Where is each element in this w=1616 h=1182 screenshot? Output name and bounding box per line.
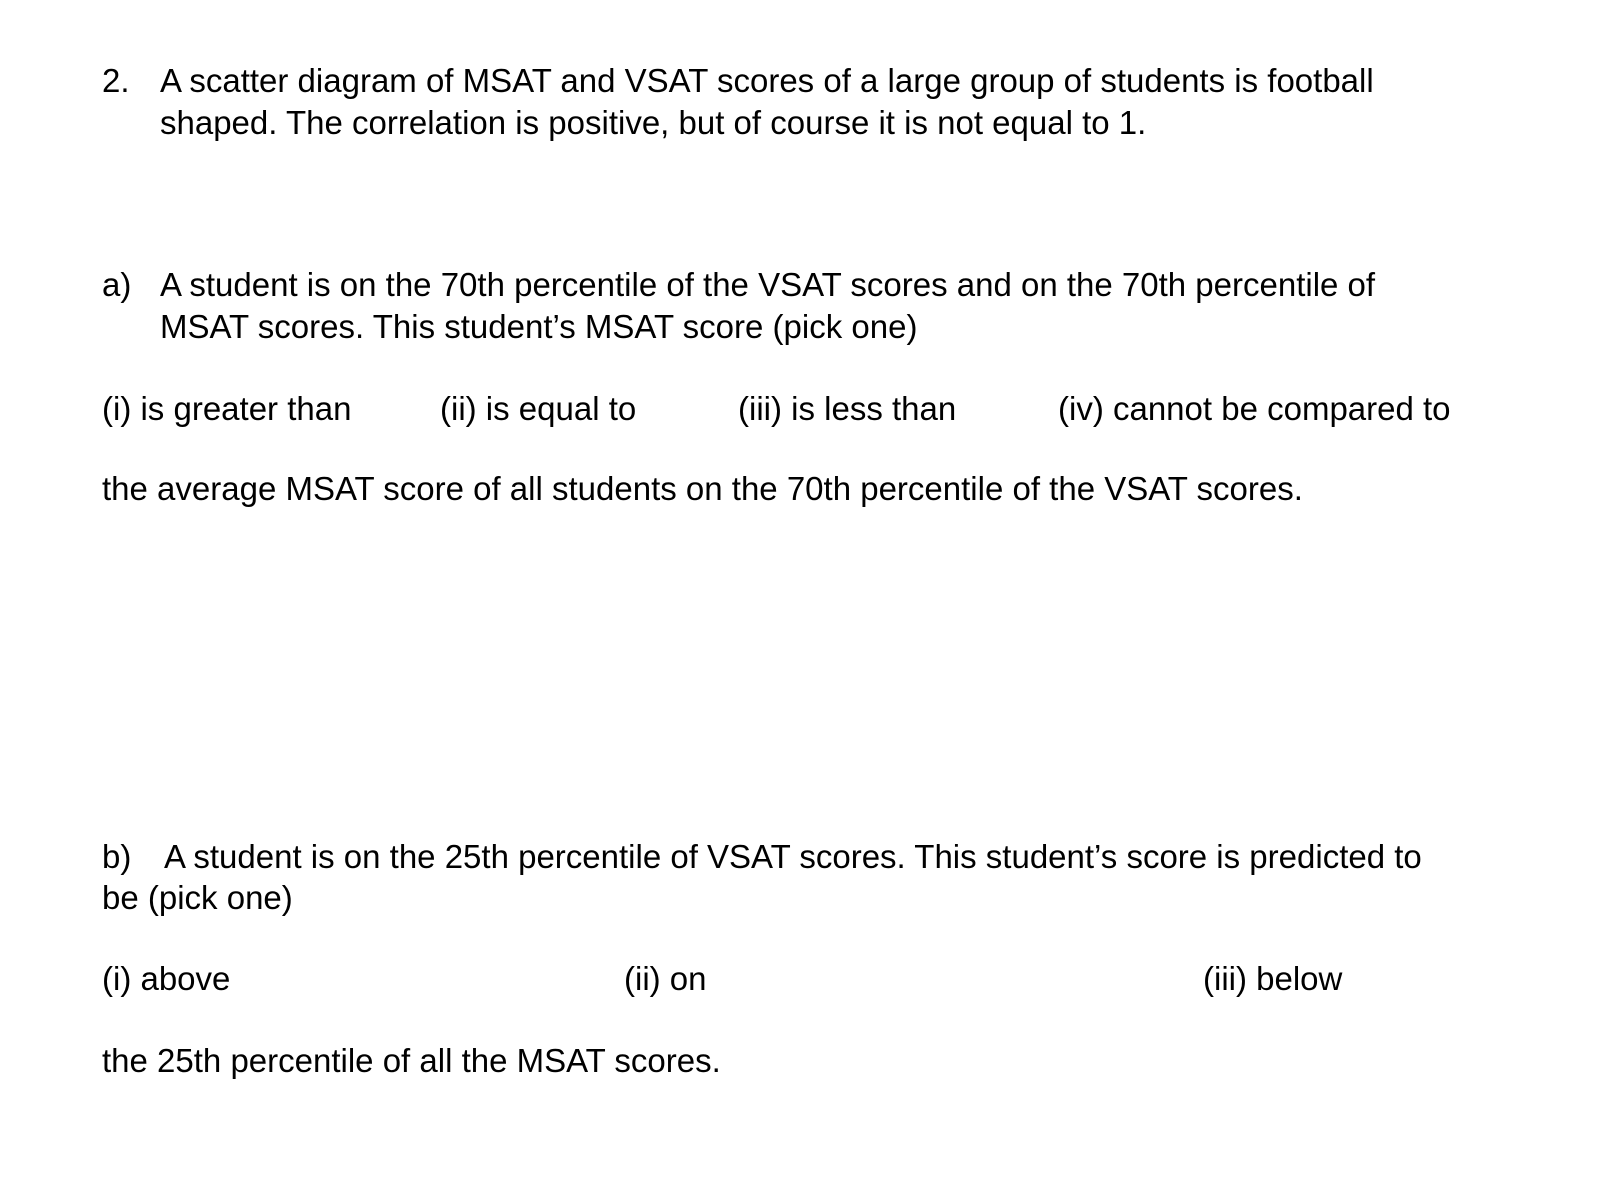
part-b-option-3: (iii) below	[1203, 960, 1343, 997]
question-text-line-2: shaped. The correlation is positive, but of course it is not equal to 1.	[160, 104, 1147, 141]
part-a-text-line-2: MSAT scores. This student’s MSAT score (pick one)	[160, 308, 918, 345]
part-a-option-2: (ii) is equal to	[440, 390, 637, 427]
part-b-option-1: (i) above	[102, 960, 231, 997]
part-a-label: a)	[102, 266, 132, 303]
question-number: 2.	[102, 62, 130, 99]
question-text-line-1: A scatter diagram of MSAT and VSAT scores of a large group of students is football	[160, 62, 1374, 99]
part-b-label: b)	[102, 838, 132, 875]
part-b-tail: the 25th percentile of all the MSAT scores.	[102, 1042, 721, 1079]
part-b-text-line-2: be (pick one)	[102, 879, 293, 916]
part-a-option-3: (iii) is less than	[738, 390, 957, 427]
part-b-text-line-1: A student is on the 25th percentile of VSAT scores. This student’s score is predicted to	[164, 838, 1422, 875]
part-a-option-1: (i) is greater than	[102, 390, 352, 427]
part-b-option-2: (ii) on	[624, 960, 707, 997]
part-a-tail: the average MSAT score of all students on the 70th percentile of the VSAT scores.	[102, 470, 1303, 507]
part-a-option-4: (iv) cannot be compared to	[1058, 390, 1451, 427]
part-a-text-line-1: A student is on the 70th percentile of the VSAT scores and on the 70th percentile of	[160, 266, 1376, 303]
